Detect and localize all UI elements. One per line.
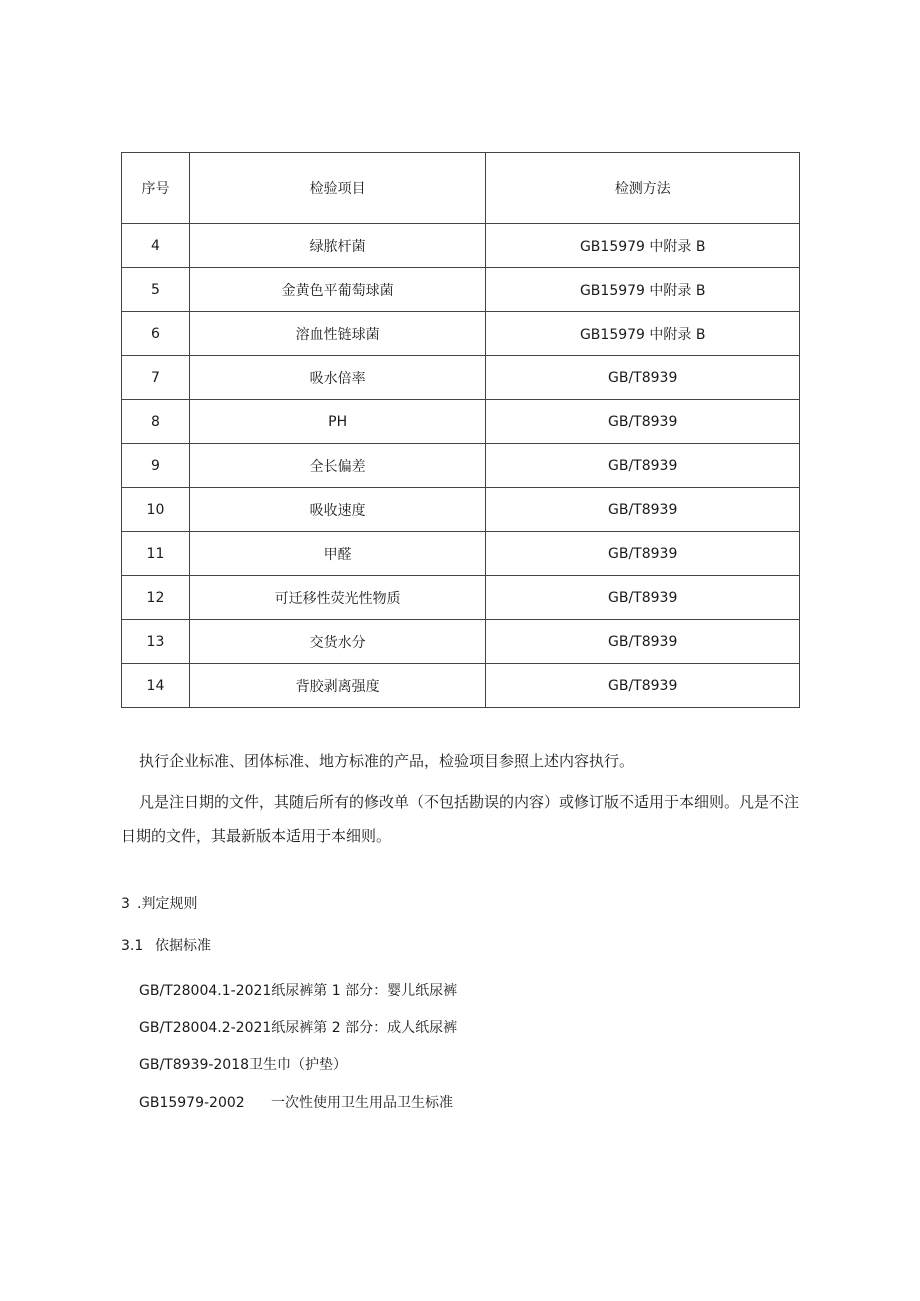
- table-row: [122, 488, 800, 532]
- cell-method: GB15979 中附录 B: [486, 224, 800, 268]
- cell-method: GB/T8939: [486, 400, 800, 444]
- cell-item: 可迁移性荧光性物质: [189, 576, 486, 620]
- cell-seq: 5: [122, 268, 190, 312]
- cell-item: 吸水倍率: [189, 356, 486, 400]
- table-row: [122, 576, 800, 620]
- standard-code: GB/T28004.2-2021: [139, 1020, 272, 1036]
- cell-seq: 6: [122, 312, 190, 356]
- standard-code: GB/T28004.1-2021: [139, 983, 272, 999]
- standard-code: GB15979-2002: [139, 1095, 245, 1111]
- section-3-title: .判定规则: [137, 896, 198, 912]
- header-seq: 序号: [122, 153, 190, 224]
- cell-method: GB/T8939: [486, 532, 800, 576]
- standard-item: [139, 1017, 457, 1037]
- paragraph-enterprise-standards: 执行企业标准、团体标准、地方标准的产品，检验项目参照上述内容执行。: [139, 752, 635, 770]
- cell-item: 甲醛: [189, 532, 486, 576]
- section-3-1-title: 依据标准: [155, 938, 211, 954]
- cell-seq: 7: [122, 356, 190, 400]
- cell-seq: 8: [122, 400, 190, 444]
- table-row: [122, 224, 800, 268]
- standard-item: [139, 1092, 453, 1112]
- table-header-row: [122, 153, 800, 224]
- cell-method: GB15979 中附录 B: [486, 268, 800, 312]
- cell-seq: 13: [122, 620, 190, 664]
- standard-title: 卫生巾（护垫）: [249, 1057, 348, 1073]
- header-item: 检验项目: [189, 153, 486, 224]
- cell-method: GB/T8939: [486, 576, 800, 620]
- cell-method: GB15979 中附录 B: [486, 312, 800, 356]
- table-row: [122, 356, 800, 400]
- table-row: [122, 620, 800, 664]
- cell-seq: 12: [122, 576, 190, 620]
- cell-item: PH: [189, 400, 486, 444]
- cell-seq: 10: [122, 488, 190, 532]
- standard-title: 纸尿裤第 2 部分：成人纸尿裤: [271, 1020, 458, 1036]
- cell-item: 溶血性链球菌: [189, 312, 486, 356]
- standard-title: 纸尿裤第 1 部分：婴儿纸尿裤: [271, 983, 458, 999]
- cell-item: 吸收速度: [189, 488, 486, 532]
- inspection-items-table: [121, 152, 800, 708]
- section-3-heading: [121, 893, 197, 913]
- table-row: [122, 400, 800, 444]
- cell-method: GB/T8939: [486, 444, 800, 488]
- cell-item: 背胶剥离强度: [189, 664, 486, 708]
- table-row: [122, 532, 800, 576]
- table-row: [122, 664, 800, 708]
- cell-item: 全长偏差: [189, 444, 486, 488]
- cell-method: GB/T8939: [486, 620, 800, 664]
- standard-code: GB/T8939-2018: [139, 1057, 250, 1073]
- cell-method: GB/T8939: [486, 664, 800, 708]
- cell-item: 交货水分: [189, 620, 486, 664]
- standard-title: 一次性使用卫生用品卫生标准: [271, 1095, 453, 1111]
- section-3-1-number: 3.1: [121, 938, 144, 954]
- table-row: [122, 268, 800, 312]
- header-method: 检测方法: [486, 153, 800, 224]
- cell-method: GB/T8939: [486, 488, 800, 532]
- section-3-1-heading: [121, 935, 211, 955]
- cell-seq: 4: [122, 224, 190, 268]
- cell-seq: 9: [122, 444, 190, 488]
- cell-seq: 11: [122, 532, 190, 576]
- standard-item: [139, 1054, 347, 1074]
- cell-item: 金黄色平葡萄球菌: [189, 268, 486, 312]
- section-3-number: 3: [121, 896, 130, 912]
- cell-item: 绿脓杆菌: [189, 224, 486, 268]
- standard-item: [139, 980, 457, 1000]
- table-row: [122, 444, 800, 488]
- table-row: [122, 312, 800, 356]
- cell-method: GB/T8939: [486, 356, 800, 400]
- cell-seq: 14: [122, 664, 190, 708]
- paragraph-dated-documents: 凡是注日期的文件，其随后所有的修改单（不包括勘误的内容）或修订版不适用于本细则。凡是不注日期的文件，其最新版本适用于本细则。: [121, 793, 800, 845]
